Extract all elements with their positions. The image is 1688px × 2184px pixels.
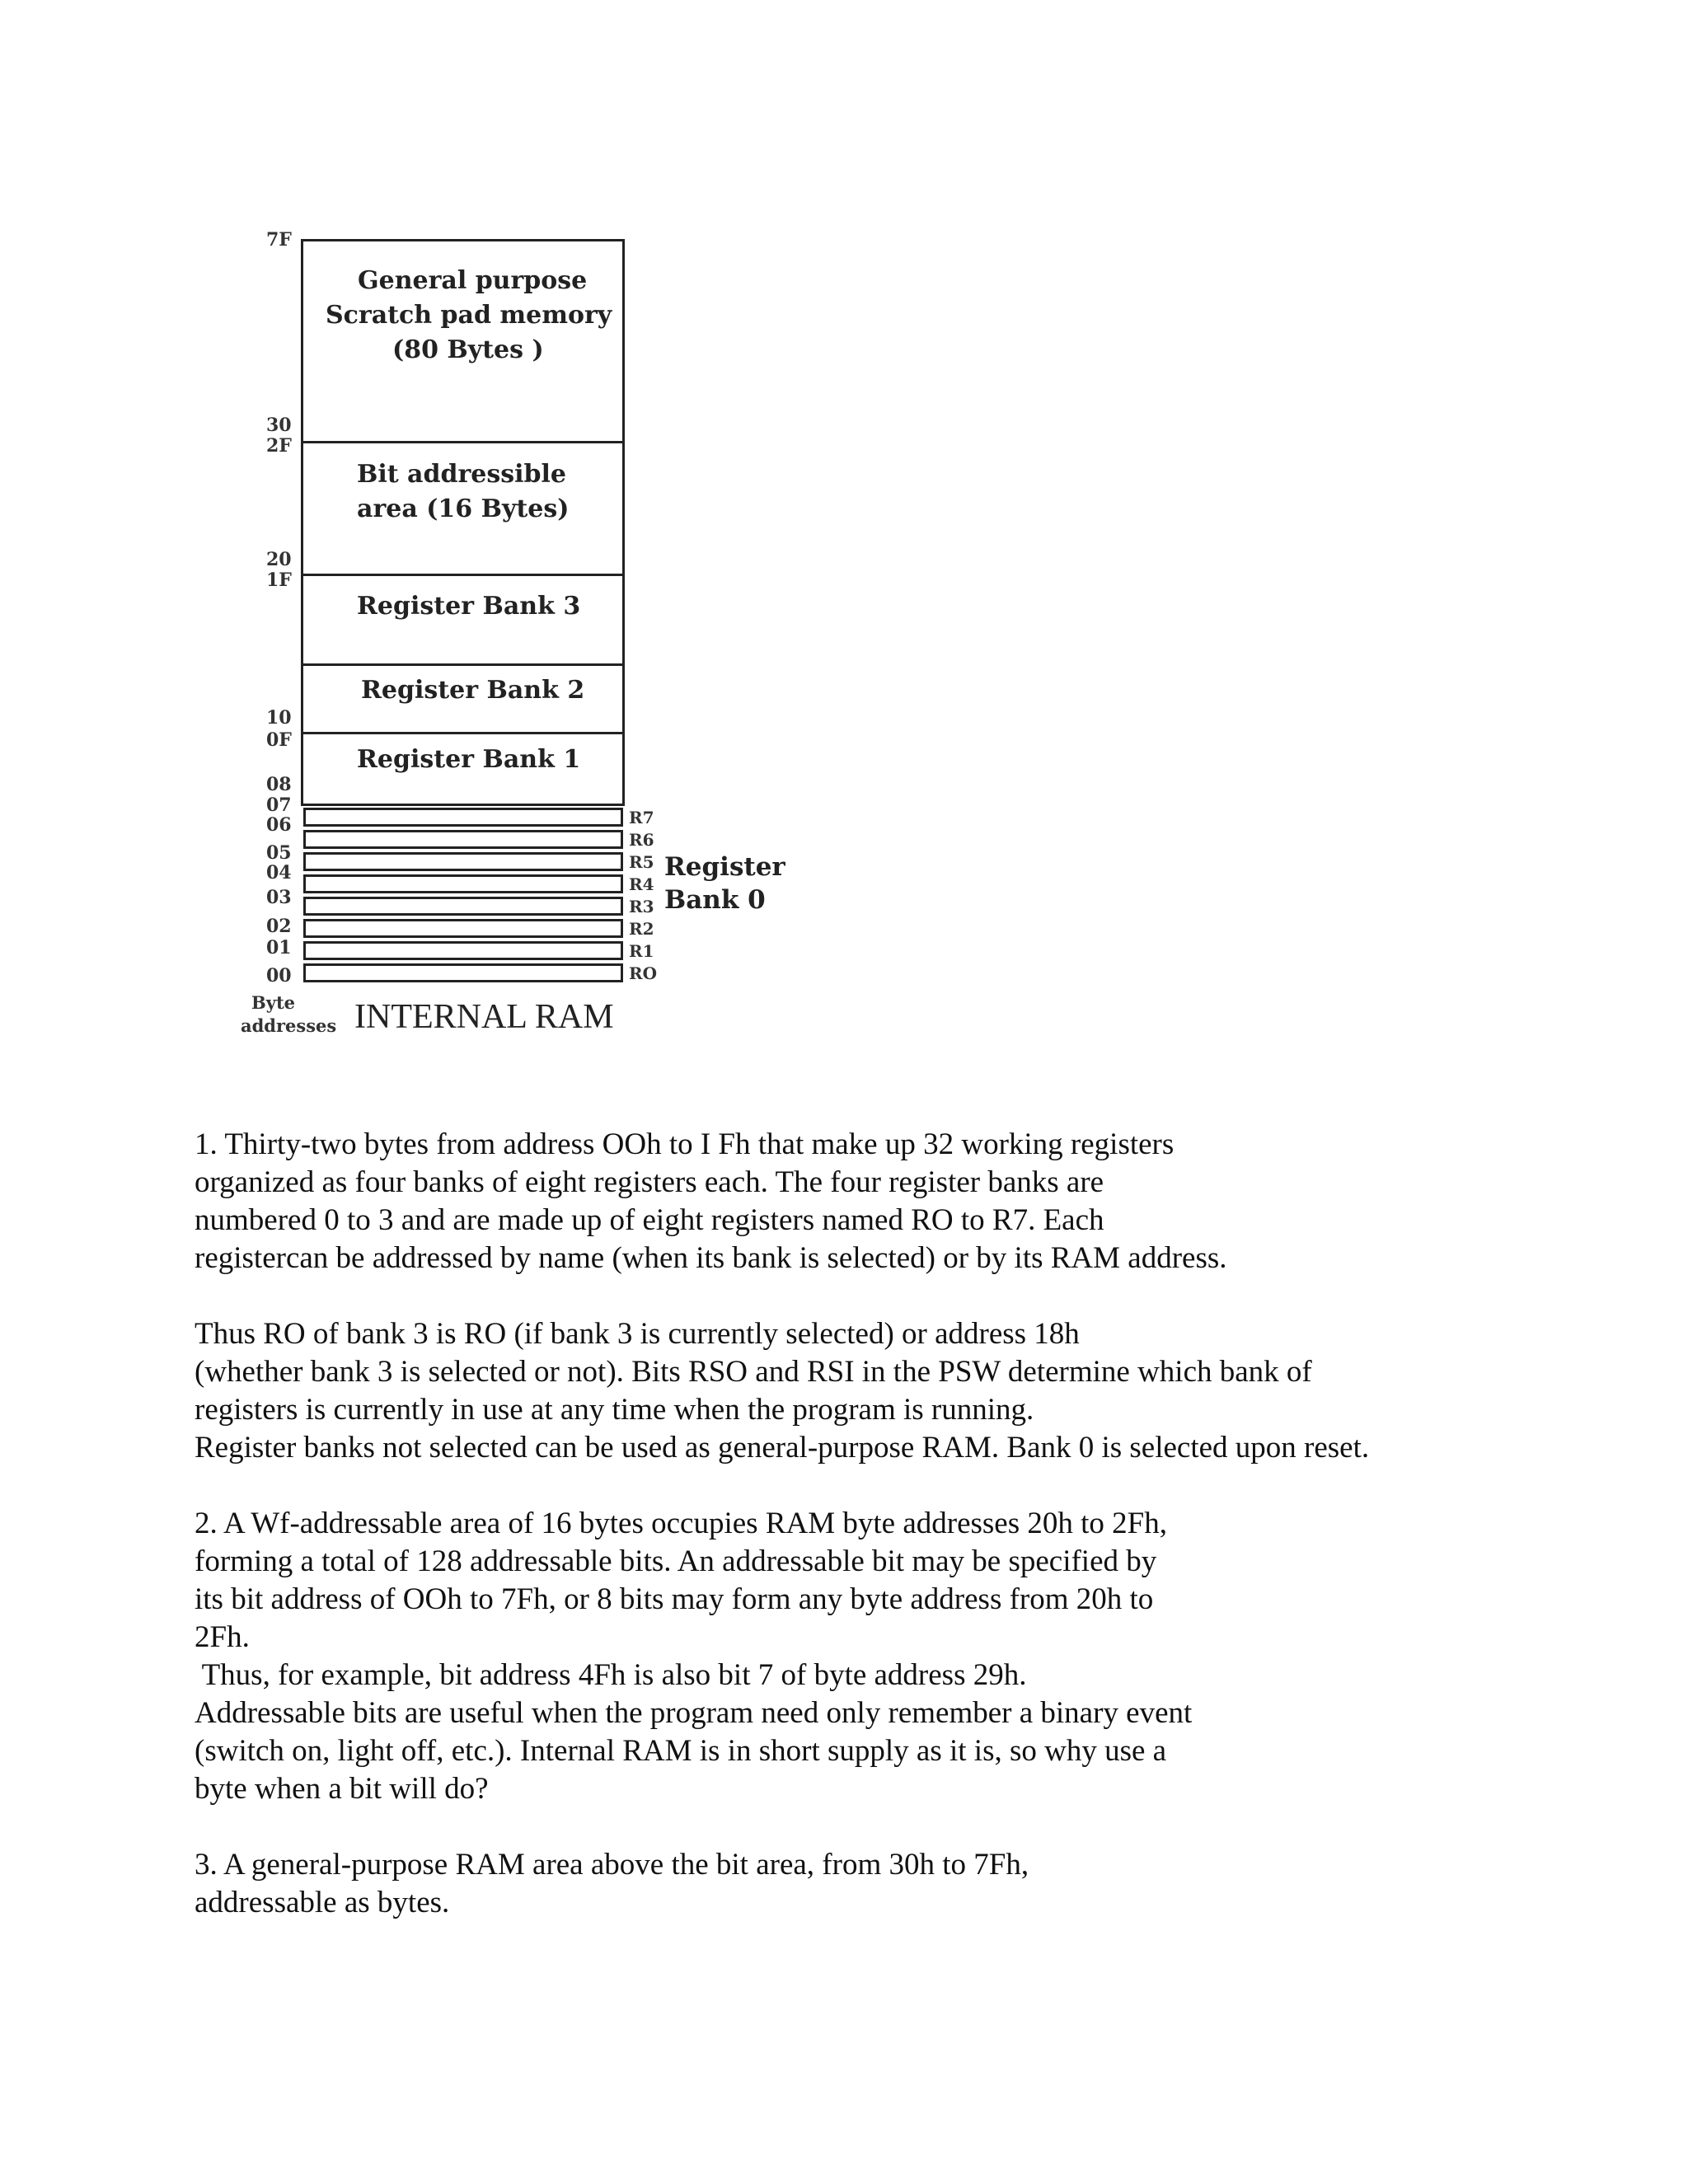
address-label-02: 02 [266, 916, 292, 937]
register-name-r5: R5 [629, 852, 654, 872]
address-label-06: 06 [266, 814, 292, 836]
text-line: (switch on, light off, etc.). Internal RAM is in short supply as it is, so why use a [195, 1734, 1167, 1768]
register-bank-3-block [301, 574, 625, 666]
address-label-2f: 2F [266, 435, 292, 457]
byte-addresses-label-line-2: addresses [241, 1015, 337, 1036]
bit-area-line-2: area (16 Bytes) [357, 494, 570, 523]
paragraph-working-registers [195, 1126, 1227, 1277]
paragraph-general-purpose-ram [195, 1846, 1029, 1922]
register-bank-2-block [301, 663, 625, 734]
register-row-r0 [303, 963, 623, 982]
scratch-pad-block [301, 239, 625, 443]
text-line: numbered 0 to 3 and are made up of eight registers named RO to R7. Each [195, 1203, 1104, 1237]
paragraph-bank-selection [195, 1315, 1369, 1467]
text-line: organized as four banks of eight registers each. The four register banks are [195, 1165, 1104, 1199]
register-row-r4 [303, 874, 623, 893]
register-name-r6: R6 [629, 830, 654, 850]
register-row-r7 [303, 808, 623, 827]
register-name-r3: R3 [629, 897, 654, 916]
scratch-pad-line-1: General purpose [358, 266, 588, 295]
address-label-00: 00 [266, 965, 292, 987]
register-name-r4: R4 [629, 874, 654, 894]
text-line: 2. A Wf-addressable area of 16 bytes occupies RAM byte addresses 20h to 2Fh, [195, 1507, 1167, 1540]
register-bank-0-label-line-2: Bank 0 [664, 885, 766, 915]
paragraph-bit-addressable-area [195, 1505, 1192, 1808]
bit-area-line-1: Bit addressible [357, 460, 566, 489]
text-line: Register banks not selected can be used as general-purpose RAM. Bank 0 is selected upon reset. [195, 1431, 1370, 1465]
address-label-30: 30 [266, 415, 292, 436]
address-label-10: 10 [266, 707, 292, 729]
text-line: registercan be addressed by name (when its bank is selected) or by its RAM address. [195, 1241, 1227, 1275]
text-line: 2Fh. [195, 1620, 250, 1654]
text-line: 1. Thirty-two bytes from address OOh to I Fh that make up 32 working registers [195, 1127, 1175, 1161]
text-line: addressable as bytes. [195, 1886, 450, 1919]
register-bank-1-label: Register Bank 1 [357, 745, 581, 774]
text-line: Thus RO of bank 3 is RO (if bank 3 is currently selected) or address 18h [195, 1317, 1080, 1351]
scratch-pad-line-3: (80 Bytes ) [392, 335, 544, 364]
text-line: 3. A general-purpose RAM area above the bit area, from 30h to 7Fh, [195, 1848, 1029, 1882]
address-label-07: 07 [266, 794, 292, 816]
text-line: Thus, for example, bit address 4Fh is also bit 7 of byte address 29h. [195, 1658, 1027, 1692]
internal-ram-diagram [0, 0, 907, 1088]
register-bank-2-label: Register Bank 2 [361, 676, 585, 705]
register-name-r7: R7 [629, 808, 654, 827]
address-label-04: 04 [266, 862, 292, 883]
text-line: its bit address of OOh to 7Fh, or 8 bits may form any byte address from 20h to [195, 1582, 1154, 1616]
text-line: (whether bank 3 is selected or not). Bits RSO and RSI in the PSW determine which bank of [195, 1355, 1312, 1389]
text-line: byte when a bit will do? [195, 1772, 489, 1806]
address-label-03: 03 [266, 887, 292, 908]
register-name-r0: RO [629, 963, 658, 983]
address-label-01: 01 [266, 937, 292, 958]
register-name-r2: R2 [629, 919, 654, 939]
register-name-r1: R1 [629, 941, 654, 961]
text-line: Addressable bits are useful when the program need only remember a binary event [195, 1696, 1193, 1730]
text-line: forming a total of 128 addressable bits. An addressable bit may be specified by [195, 1544, 1157, 1578]
bit-addressable-block [301, 441, 625, 576]
scratch-pad-line-2: Scratch pad memory [326, 301, 612, 330]
register-row-r3 [303, 897, 623, 916]
address-label-08: 08 [266, 774, 292, 795]
register-bank-1-block [301, 732, 625, 806]
address-label-0f: 0F [266, 729, 292, 751]
text-line: registers is currently in use at any time when the program is running. [195, 1393, 1034, 1427]
register-bank-0-label-line-1: Register [664, 852, 785, 882]
address-label-20: 20 [266, 549, 292, 570]
byte-addresses-label-line-1: Byte [251, 992, 296, 1013]
register-bank-3-label: Register Bank 3 [357, 592, 581, 621]
address-label-05: 05 [266, 842, 292, 864]
register-row-r1 [303, 941, 623, 960]
address-label-7f: 7F [266, 229, 292, 251]
register-row-r5 [303, 852, 623, 871]
address-label-1f: 1F [266, 569, 292, 591]
internal-ram-caption: INTERNAL RAM [354, 998, 614, 1036]
register-row-r2 [303, 919, 623, 938]
register-row-r6 [303, 830, 623, 849]
